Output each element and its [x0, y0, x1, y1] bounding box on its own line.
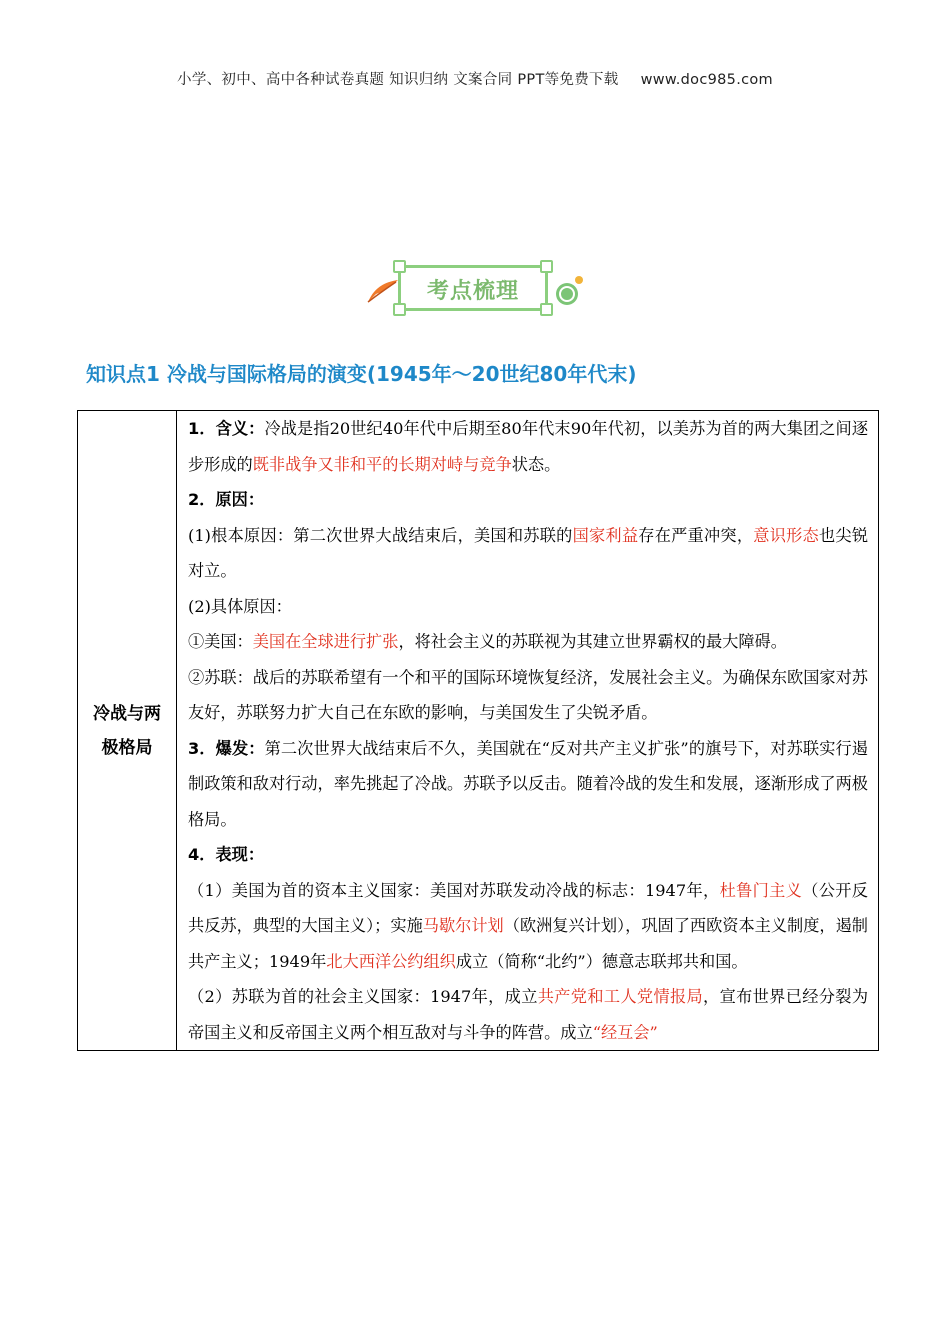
- usa-cause-paragraph: ①美国：美国在全球进行扩张，将社会主义的苏联视为其建立世界霸权的最大障碍。: [188, 632, 787, 651]
- us-bloc-paragraph: （1）美国为首的资本主义国家：美国对苏联发动冷战的标志：1947年，杜鲁门主义（公开反共反苏，典型的大国主义）；实施马歇尔计划（欧洲复兴计划），巩固了西欧资本主义制度，遏制共产主义；1949年北大西洋公约组织成立（简称“北约”）德意志联邦共和国。: [188, 880, 868, 971]
- soviet-bloc-paragraph: （2）苏联为首的社会主义国家：1947年，成立共产党和工人党情报局，宣布世界已经分裂为帝国主义和反帝国主义两个相互敌对与斗争的阵营。成立“经互会”: [188, 987, 869, 1042]
- section-banner: [362, 260, 588, 320]
- outbreak-paragraph: 3．爆发：第二次世界大战结束后不久，美国就在“反对共产主义扩张”的旗号下，对苏联实行遏制政策和敌对行动，率先挑起了冷战。苏联予以反击。随着冷战的发生和发展，逐渐形成了两极格局。: [188, 738, 868, 829]
- row-label-line-1: 冷战与两: [93, 703, 161, 724]
- leaf-icon: [366, 278, 400, 304]
- row-label-line-2: 极格局: [101, 737, 153, 758]
- header-url[interactable]: www.doc985.com: [640, 72, 773, 88]
- knowledge-table: [77, 410, 879, 1051]
- section-title: 知识点1 冷战与国际格局的演变(1945年～20世纪80年代末): [86, 362, 637, 386]
- row-content-cell: [177, 411, 879, 1051]
- page-header: [0, 68, 950, 89]
- causes-heading: 2．原因：: [188, 490, 265, 509]
- definition-paragraph: 1．含义：冷战是指20世纪40年代中后期至80年代末90年代初，以美苏为首的两大集团之间逐步形成的既非战争又非和平的长期对峙与竞争状态。: [188, 419, 869, 474]
- banner-title: 考点梳理: [426, 279, 519, 304]
- banner-frame: [398, 265, 548, 311]
- header-text: 小学、初中、高中各种试卷真题 知识归纳 文案合同 PPT等免费下载: [177, 72, 619, 88]
- row-label-cell: [78, 411, 177, 1051]
- ball-icon: [552, 274, 586, 308]
- root-cause-paragraph: (1)根本原因：第二次世界大战结束后，美国和苏联的国家利益存在严重冲突，意识形态也尖锐对立。: [188, 525, 869, 580]
- specific-cause-heading: (2)具体原因：: [188, 596, 292, 616]
- ussr-cause-paragraph: ②苏联：战后的苏联希望有一个和平的国际环境恢复经济，发展社会主义。为确保东欧国家对苏友好，苏联努力扩大自己在东欧的影响，与美国发生了尖锐矛盾。: [188, 667, 868, 722]
- manifestation-heading: 4．表现：: [188, 845, 265, 864]
